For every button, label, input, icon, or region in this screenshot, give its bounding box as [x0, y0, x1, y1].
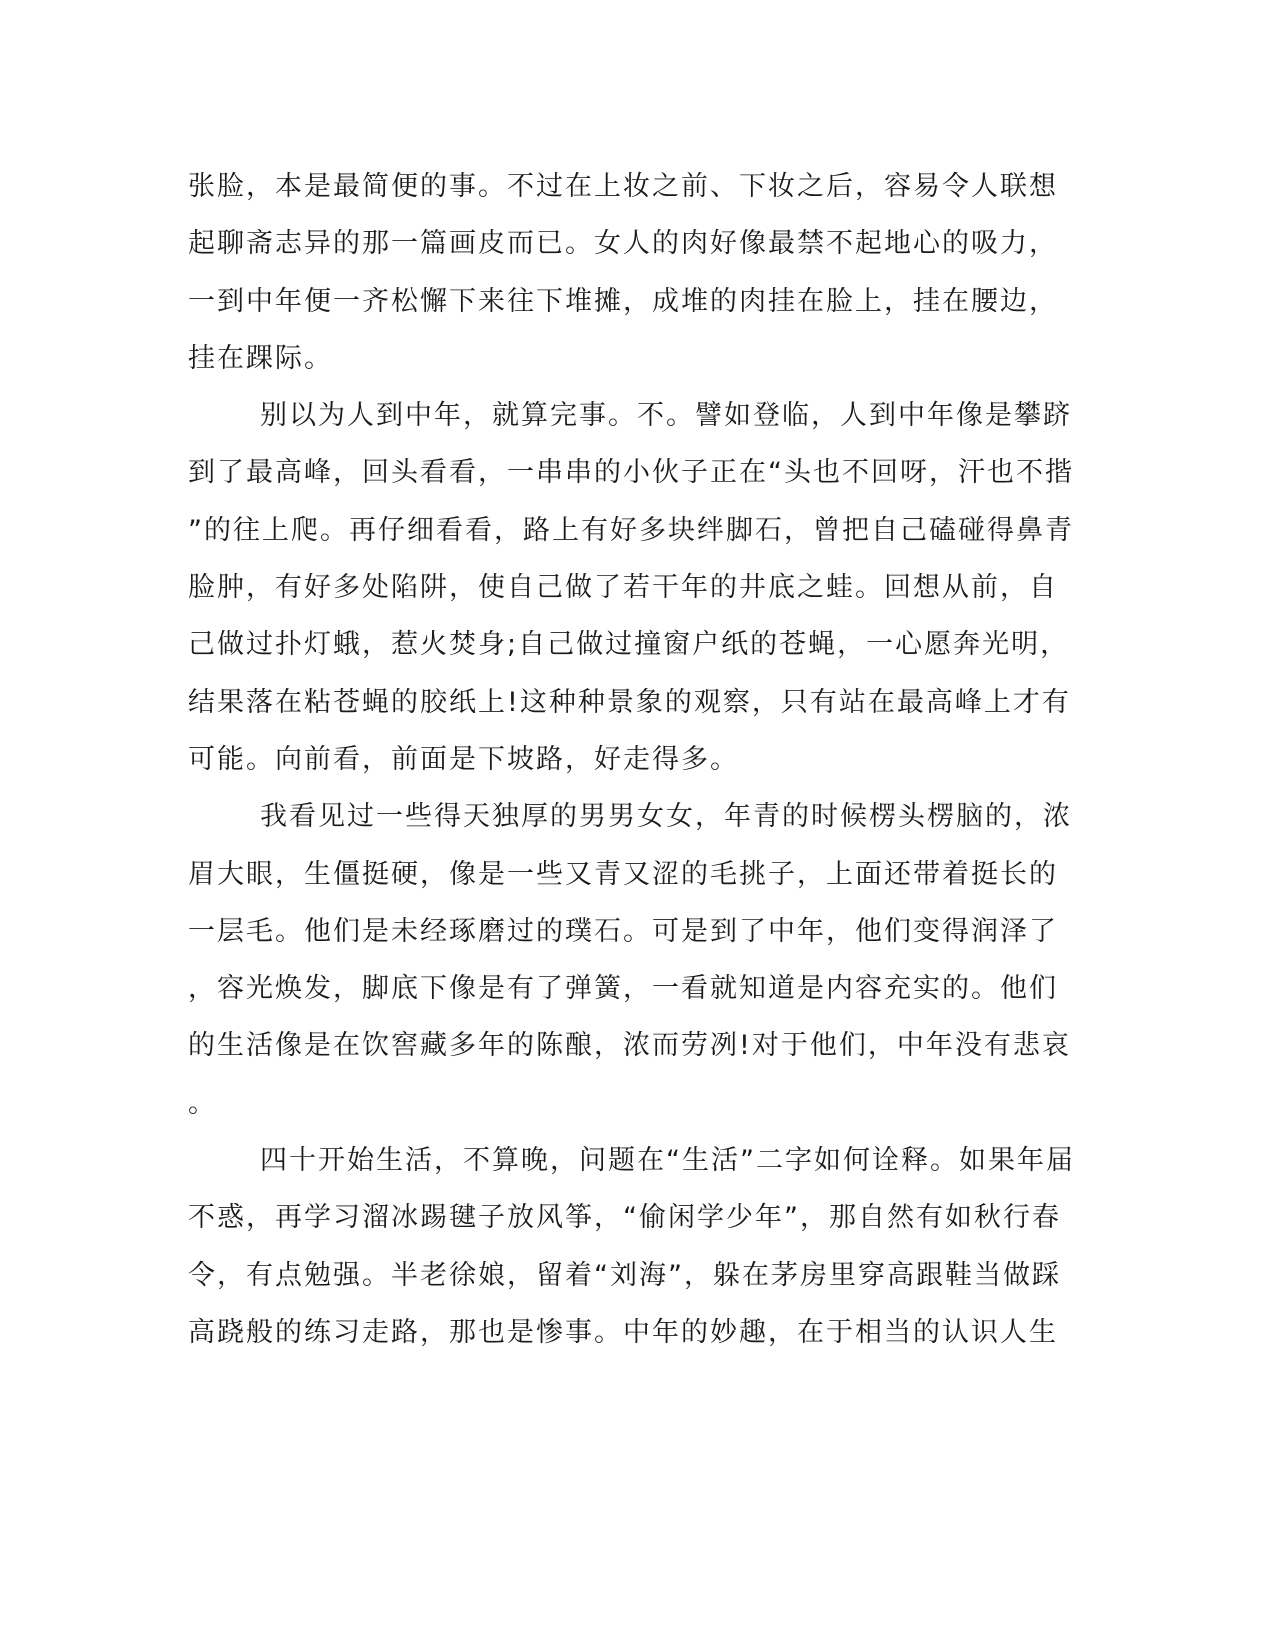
text-line: 高跷般的练习走路，那也是惨事。中年的妙趣，在于相当的认识人生 [188, 1316, 1058, 1348]
text-line: 令，有点勉强。半老徐娘，留着“刘海”，躲在茅房里穿高跟鞋当做踩 [188, 1259, 1061, 1291]
article-body [188, 158, 1075, 1361]
text-line: 结果落在粘苍蝇的胶纸上!这种种景象的观察，只有站在最高峰上才有 [188, 686, 1071, 718]
text-line: 。 [188, 1087, 217, 1119]
text-line: 眉大眼，生僵挺硬，像是一些又青又涩的毛挑子，上面还带着挺长的 [188, 858, 1058, 890]
paragraph-first-line: 别以为人到中年，就算完事。不。譬如登临，人到中年像是攀跻 [260, 400, 1072, 432]
text-line: 的生活像是在饮窖藏多年的陈酿，浓而劳冽!对于他们，中年没有悲哀 [188, 1030, 1071, 1062]
text-line: 挂在踝际。 [188, 342, 333, 374]
text-line: 一到中年便一齐松懈下来往下堆摊，成堆的肉挂在脸上，挂在腰边， [188, 285, 1058, 317]
text-line: ”的往上爬。再仔细看看，路上有好多块绊脚石，曾把自己磕碰得鼻青 [188, 514, 1074, 546]
text-line: 不惑，再学习溜冰踢毽子放风筝，“偷闲学少年”，那自然有如秋行春 [188, 1202, 1061, 1234]
text-line: 张脸，本是最简便的事。不过在上妆之前、下妆之后，容易令人联想 [188, 171, 1058, 202]
text-line: 可能。向前看，前面是下坡路，好走得多。 [188, 743, 739, 775]
paragraph-first-line: 我看见过一些得天独厚的男男女女，年青的时候楞头楞脑的，浓 [260, 801, 1072, 833]
text-line: 到了最高峰，回头看看，一串串的小伙子正在“头也不回呀，汗也不揩 [188, 457, 1074, 489]
text-line: 起聊斋志异的那一篇画皮而已。女人的肉好像最禁不起地心的吸力， [188, 228, 1058, 260]
paragraph-first-line: 四十开始生活，不算晚，问题在“生活”二字如何诠释。如果年届 [260, 1145, 1075, 1177]
text-line: 己做过扑灯蛾，惹火焚身;自己做过撞窗户纸的苍蝇，一心愿奔光明， [188, 629, 1070, 661]
text-line: 一层毛。他们是未经琢磨过的璞石。可是到了中年，他们变得润泽了 [188, 915, 1058, 947]
text-line: 脸肿，有好多处陷阱，使自己做了若干年的井底之蛙。回想从前，自 [188, 572, 1058, 604]
text-line: ，容光焕发，脚底下像是有了弹簧，一看就知道是内容充实的。他们 [188, 973, 1058, 1005]
